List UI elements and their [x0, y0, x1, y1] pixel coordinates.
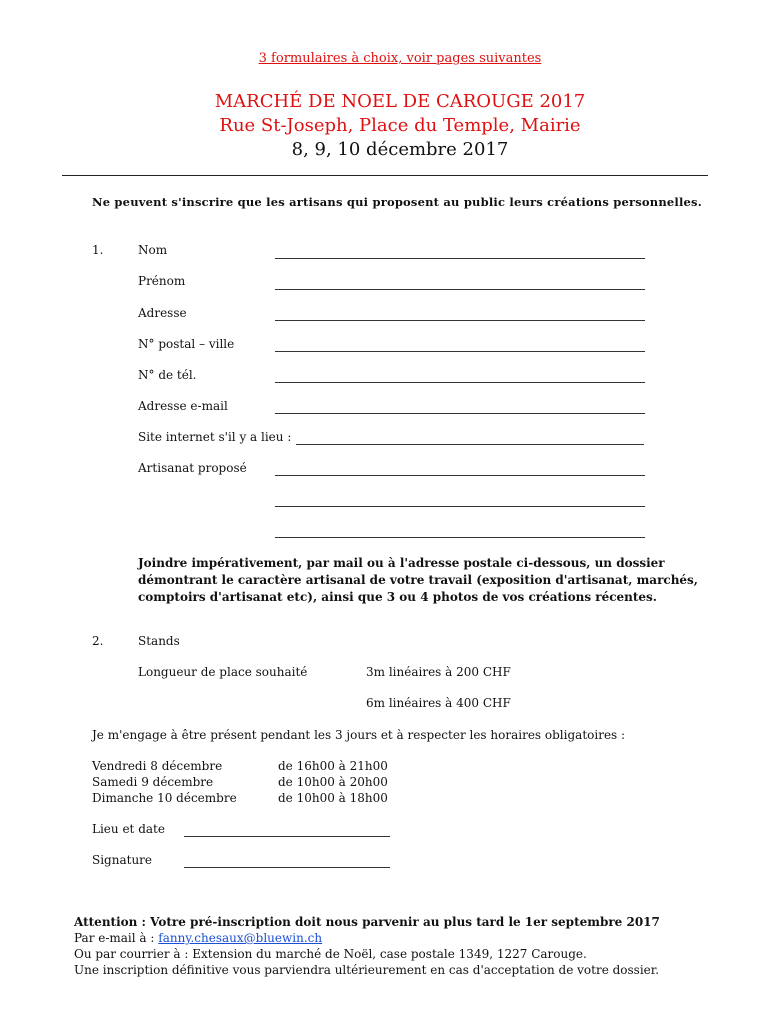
email-label: Adresse e-mail [138, 399, 228, 413]
event-title: MARCHÉ DE NOEL DE CAROUGE 2017 [214, 91, 586, 112]
stand-option-6m[interactable]: 6m linéaires à 400 CHF [366, 696, 511, 710]
tel-field[interactable] [275, 382, 645, 383]
intro-text: Ne peuvent s'inscrire que les artisans qui proposent au public leurs créations personnelles. [92, 195, 702, 209]
stand-option-3m[interactable]: 3m linéaires à 200 CHF [366, 665, 511, 679]
stands-heading: Stands [138, 634, 180, 648]
postal-field[interactable] [275, 351, 645, 352]
event-dates: 8, 9, 10 décembre 2017 [291, 139, 509, 160]
dossier-notice: Joindre impérativement, par mail ou à l'adresse postale ci-dessous, un dossier démontrant le caractère artisanal de votre travail (exposition d'artisanat, marchés, comptoirs d'artisanat etc), ainsi que 3 ou 4 photos de vos créations récentes. [138, 556, 698, 604]
schedule-hours: de 16h00 à 21h00 [278, 759, 388, 773]
signature-field[interactable] [184, 867, 390, 868]
place-date-field[interactable] [184, 836, 390, 837]
attention-text: : Votre pré-inscription doit nous parvenir au plus tard le 1er septembre 2017 [137, 915, 660, 929]
postal-label: N° postal – ville [138, 337, 235, 351]
artisanat-field-2[interactable] [275, 506, 645, 507]
attention-prefix: Attention [74, 915, 138, 929]
attention-line [74, 915, 660, 929]
adresse-field[interactable] [275, 320, 645, 321]
title-divider [62, 175, 708, 176]
site-label: Site internet s'il y a lieu : [138, 430, 292, 444]
top-note: 3 formulaires à choix, voir pages suivantes [258, 51, 542, 66]
schedule-hours: de 10h00 à 18h00 [278, 791, 388, 805]
event-location: Rue St-Joseph, Place du Temple, Mairie [219, 115, 581, 136]
site-field[interactable] [296, 444, 644, 445]
email-prefix: Par e-mail à : [74, 931, 159, 945]
mail-line: Ou par courrier à : Extension du marché de Noël, case postale 1349, 1227 Carouge. [74, 947, 587, 961]
artisanat-label: Artisanat proposé [138, 461, 247, 475]
artisanat-field-3[interactable] [275, 537, 645, 538]
artisanat-field-1[interactable] [275, 475, 645, 476]
nom-label: Nom [138, 243, 168, 257]
prenom-field[interactable] [275, 289, 645, 290]
email-field[interactable] [275, 413, 645, 414]
place-date-label: Lieu et date [92, 822, 165, 836]
length-label: Longueur de place souhaité [138, 665, 308, 679]
schedule-day: Vendredi 8 décembre [92, 759, 223, 773]
schedule-day: Dimanche 10 décembre [92, 791, 237, 805]
adresse-label: Adresse [138, 306, 187, 320]
signature-label: Signature [92, 853, 153, 867]
schedule-hours: de 10h00 à 20h00 [278, 775, 388, 789]
schedule-day: Samedi 9 décembre [92, 775, 214, 789]
nom-field[interactable] [275, 258, 645, 259]
email-line [74, 931, 322, 945]
commitment-text: Je m'engage à être présent pendant les 3 jours et à respecter les horaires obligatoires : [92, 728, 626, 742]
section-1-number: 1. [92, 243, 104, 257]
final-line: Une inscription définitive vous parviendra ultérieurement en cas d'acceptation de votre dossier. [74, 963, 660, 977]
email-link[interactable]: fanny.chesaux@bluewin.ch [158, 931, 323, 945]
tel-label: N° de tél. [138, 368, 197, 382]
section-2-number: 2. [92, 634, 104, 648]
prenom-label: Prénom [138, 274, 186, 288]
